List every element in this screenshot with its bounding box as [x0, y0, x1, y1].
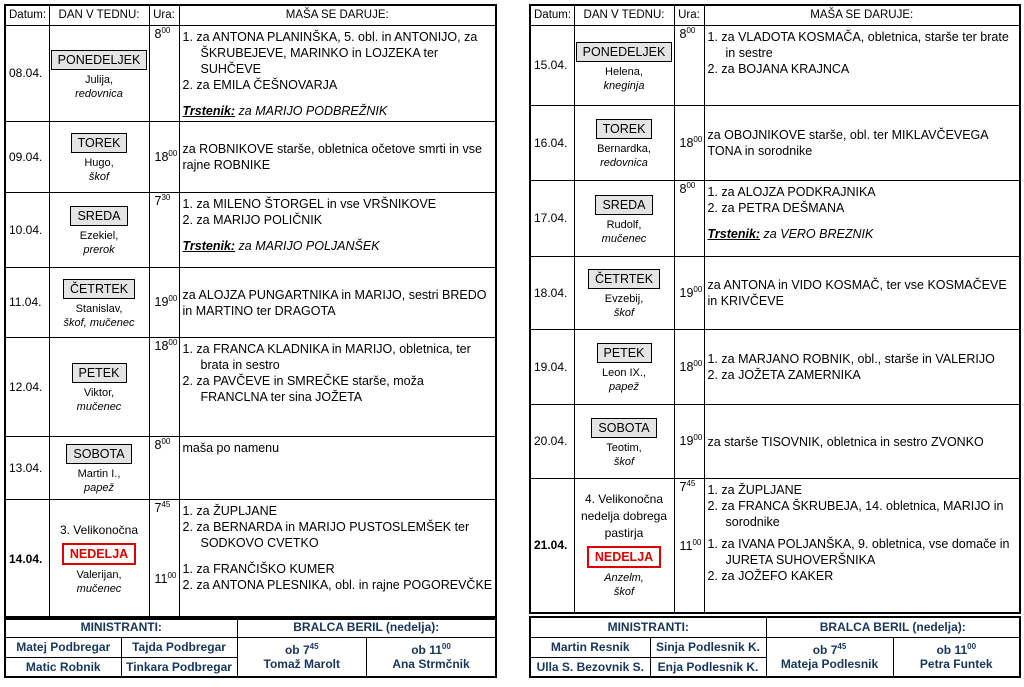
mass-cell	[704, 329, 1020, 404]
mass-time: 18	[154, 150, 169, 165]
mass-intention: 2. za EMILA ČEŠNOVARJA	[182, 77, 338, 92]
sunday-title: 4. Velikonočna nedelja dobrega pastirja	[580, 492, 668, 541]
saint-title: prerok	[83, 244, 115, 256]
mass-time-minutes: 00	[168, 337, 178, 347]
saint-title: mučenec	[601, 232, 647, 245]
mass-intention: 2. za FRANCA ŠKRUBEJA, 14. obletnica, MARIJO in sorodnike	[707, 498, 1004, 529]
header-date: Datum:	[5, 5, 49, 25]
saint-name: Hugo,	[84, 157, 114, 169]
mass-time-second	[680, 538, 704, 553]
mass-intention: 2. za MARIJO POLIČNIK	[182, 212, 323, 227]
header-row	[530, 5, 1020, 25]
time-cell	[674, 329, 704, 404]
mass-time: 19	[154, 295, 169, 310]
saint-title: škof	[88, 171, 110, 183]
day-name: SREDA	[70, 206, 127, 226]
mass-time-minutes: 00	[693, 433, 703, 443]
mass-time: 19	[679, 434, 694, 449]
reader-slot	[766, 637, 893, 677]
saint	[575, 441, 674, 469]
date-cell: 16.04.	[530, 105, 574, 180]
date-cell: 10.04.	[5, 192, 49, 267]
time-cell	[149, 267, 179, 337]
mass-intention: 2. za JOŽEFO KAKER	[707, 568, 834, 583]
mass-time-minutes: 00	[168, 148, 178, 158]
mass-time-minutes: 00	[693, 134, 703, 144]
day-row	[530, 105, 1020, 180]
mass-intention: maša po namenu	[182, 440, 280, 455]
saint-title: škof	[613, 455, 635, 468]
saint-title: škof	[613, 586, 635, 599]
day-name: NEDELJA	[587, 546, 661, 568]
mass-time: 7	[154, 193, 162, 208]
mass-cell	[704, 180, 1020, 256]
day-row	[5, 267, 496, 337]
date-cell: 18.04.	[530, 256, 574, 329]
date-cell: 17.04.	[530, 180, 574, 256]
right-schedule	[529, 4, 1021, 614]
day-name: SREDA	[595, 195, 652, 215]
mass-intention: 1. za IVANA POLJANŠKA, 9. obletnica, vse domače in JURETA SUHOVERŠNIKA	[707, 536, 1010, 567]
day-cell	[574, 105, 674, 180]
header-time: Ura:	[674, 5, 704, 25]
reader-time	[936, 643, 976, 657]
mass-cell	[704, 256, 1020, 329]
mass-time: 18	[679, 360, 694, 375]
day-name: SOBOTA	[66, 444, 131, 464]
saint-name: Leon IX.,	[601, 367, 647, 379]
mass-intention: za ROBNIKOVE starše, obletnica očetove smrti in vse rajne ROBNIKE	[182, 142, 482, 172]
mass-intention: 1. za MILENO ŠTORGEL in vse VRŠNIKOVE	[182, 196, 437, 211]
mass-cell	[704, 105, 1020, 180]
spacer	[183, 551, 494, 561]
mass-time: 8	[679, 181, 687, 196]
reader-name: Tomaž Marolt	[263, 657, 340, 672]
mass-time-second	[155, 571, 179, 586]
mass-cell	[179, 267, 496, 337]
saint	[575, 571, 674, 599]
mass-time-minutes: 00	[686, 180, 696, 190]
day-name: TOREK	[71, 133, 128, 153]
ministrant-name: Enja Podlesnik K.	[650, 657, 766, 677]
day-name: ČETRTEK	[63, 279, 135, 299]
day-cell	[574, 404, 674, 478]
mass-intention: 2. za JOŽETA ZAMERNIKA	[707, 368, 861, 382]
reader-time-hour: ob 7	[284, 643, 310, 658]
bralca-label: BRALCA BERIL (nedelja):	[766, 617, 1020, 637]
reader-time-minutes: 45	[309, 642, 319, 652]
saint	[50, 467, 149, 495]
mass-time-hour: 11	[154, 571, 168, 586]
day-cell	[49, 192, 149, 267]
reader-time-minutes: 45	[837, 642, 847, 652]
mass-time-minutes: 00	[168, 294, 178, 304]
reader-slot	[237, 637, 366, 677]
day-name: PONEDELJEK	[576, 42, 673, 62]
trstenik-text: za VERO BREZNIK	[760, 226, 874, 241]
time-cell	[674, 25, 704, 105]
mass-cell	[179, 337, 496, 436]
ministrant-name: Ulla S. Bezovnik S.	[530, 657, 650, 677]
trstenik-label: Trstenik:	[182, 103, 236, 118]
mass-time-minutes: 00	[693, 358, 703, 368]
day-name: PONEDELJEK	[51, 50, 148, 70]
mass-intention: za OBOJNIKOVE starše, obl. ter MIKLAVČEVEGA TONA in sorodnike	[707, 128, 988, 158]
mass-time-minutes: 00	[167, 570, 177, 580]
mass-intention: 1. za ANTONA PLANINŠKA, 5. obl. in ANTONIJO, za ŠKRUBEJEVE, MARINKO in LOJZEKA ter SUHČEVE	[182, 29, 478, 76]
day-cell	[49, 121, 149, 192]
mass-intention: za ANTONA in VIDO KOSMAČ, ter vse KOSMAČEVE in KRIVČEVE	[707, 278, 1007, 308]
left-roster-table	[4, 616, 497, 678]
mass-time-minutes: 45	[161, 499, 171, 509]
saint	[50, 229, 149, 257]
time-cell	[149, 499, 179, 619]
mass-time	[680, 480, 696, 494]
saint-title: papež	[84, 482, 114, 494]
saint-name: Bernardka,	[597, 143, 651, 155]
saint-name: Evzebij,	[604, 293, 644, 305]
reader-time	[411, 643, 451, 657]
saint	[575, 292, 674, 320]
saint-name: Julija,	[84, 73, 114, 86]
saint-title: kneginja	[603, 79, 645, 92]
saint	[50, 156, 149, 184]
saint	[50, 568, 149, 596]
mass-time-minutes: 00	[686, 25, 696, 35]
mass-time: 18	[679, 136, 694, 151]
day-row	[530, 256, 1020, 329]
header-mass: MAŠA SE DARUJE:	[704, 5, 1020, 25]
mass-time-hour: 11	[679, 538, 693, 553]
time-cell	[674, 180, 704, 256]
day-name: PETEK	[72, 363, 127, 383]
time-cell	[149, 121, 179, 192]
mass-intention: za ALOJZA PUNGARTNIKA in MARIJO, sestri BREDO in MARTINO ter DRAGOTA	[182, 287, 487, 318]
mass-time	[155, 501, 171, 515]
mass-time-hour: 7	[154, 500, 162, 515]
reader-name: Mateja Podlesnik	[780, 657, 879, 672]
day-row	[5, 192, 496, 267]
saint-name: Rudolf,	[606, 218, 642, 231]
reader-time-hour: ob 11	[936, 643, 968, 658]
mass-intention: 1. za ŽUPLJANE	[182, 503, 277, 518]
day-cell	[574, 180, 674, 256]
mass-time-hour: 7	[679, 479, 687, 494]
mass-time-minutes: 00	[161, 25, 171, 35]
mass-intention: za starše TISOVNIK, obletnica in sestro ZVONKO	[707, 434, 984, 449]
day-cell	[574, 478, 674, 613]
saint-name: Anzelm,	[604, 572, 644, 585]
header-mass: MAŠA SE DARUJE:	[179, 5, 496, 25]
reader-time-minutes: 00	[441, 642, 451, 652]
date-cell: 19.04.	[530, 329, 574, 404]
day-row	[5, 436, 496, 499]
mass-cell	[179, 436, 496, 499]
mass-intention: 2. za PAVČEVE in SMREČKE starše, moža FRANCLNA ter sina JOŽETA	[182, 373, 424, 404]
trstenik-text: za MARIJO POLJANŠEK	[235, 238, 380, 253]
day-row	[5, 25, 496, 121]
time-cell	[674, 404, 704, 478]
saint-name: Stanislav,	[75, 302, 123, 315]
time-cell	[149, 25, 179, 121]
day-cell	[574, 256, 674, 329]
day-cell	[49, 499, 149, 619]
mass-cell	[179, 192, 496, 267]
left-schedule	[4, 4, 497, 620]
day-cell	[49, 267, 149, 337]
saint-name: Helena,	[605, 65, 643, 78]
saint	[50, 302, 149, 330]
time-cell	[149, 337, 179, 436]
day-row	[5, 337, 496, 436]
trstenik-note	[183, 238, 494, 254]
day-row	[5, 499, 496, 619]
reader-time	[813, 643, 847, 657]
date-cell: 21.04.	[530, 478, 574, 613]
ministrant-name: Martin Resnik	[530, 637, 650, 657]
mass-time: 19	[679, 286, 694, 301]
time-cell	[674, 478, 704, 613]
saint	[575, 366, 674, 394]
saint-title: škof, mučenec	[63, 316, 135, 329]
trstenik-note	[708, 226, 1018, 242]
trstenik-label: Trstenik:	[707, 226, 761, 241]
date-cell: 12.04.	[5, 337, 49, 436]
mass-cell	[179, 499, 496, 619]
sunday-title: 3. Velikonočna	[59, 522, 139, 537]
mass-intention: 2. za BERNARDA in MARIJO PUSTOSLEMŠEK ter SODKOVO CVETKO	[182, 519, 470, 550]
saint-title: redovnica	[75, 87, 123, 100]
day-cell	[49, 337, 149, 436]
date-cell: 15.04.	[530, 25, 574, 105]
day-cell	[49, 25, 149, 121]
saint	[575, 218, 674, 246]
time-cell	[674, 256, 704, 329]
saint	[575, 142, 674, 170]
day-row	[530, 404, 1020, 478]
day-cell	[574, 329, 674, 404]
reader-name: Petra Funtek	[919, 657, 993, 672]
saint-title: redovnica	[600, 157, 648, 169]
mass-intention: 1. za MARJANO ROBNIK, obl., starše in VALERIJO	[707, 352, 995, 366]
ministranti-label: MINISTRANTI:	[530, 617, 766, 637]
mass-intention: 1. za FRANČIŠKO KUMER	[182, 561, 335, 576]
saint-name: Martin I.,	[77, 468, 121, 480]
reader-time-minutes: 00	[967, 642, 977, 652]
reader-name: Ana Strmčnik	[392, 657, 470, 672]
day-name: PETEK	[597, 343, 652, 363]
header-day: DAN V TEDNU:	[574, 5, 674, 25]
day-row	[530, 180, 1020, 256]
trstenik-note	[183, 103, 494, 119]
right-roster-table	[529, 616, 1021, 678]
saint	[575, 65, 674, 93]
mass-intention: 2. za PETRA DEŠMANA	[707, 200, 845, 215]
saint-title: mučenec	[76, 582, 122, 595]
saint-title: mučenec	[76, 401, 122, 413]
mass-intention: 1. za FRANCA KLADNIKA in MARIJO, obletnica, ter brata in sestro	[182, 341, 471, 372]
time-cell	[674, 105, 704, 180]
roster-header-row	[530, 617, 1020, 637]
mass-intention: 2. za BOJANA KRAJNCA	[707, 61, 850, 76]
day-row	[530, 478, 1020, 613]
saint-name: Viktor,	[83, 387, 115, 399]
ministrant-name: Sinja Podlesnik K.	[650, 637, 766, 657]
mass-intention: 1. za ŽUPLJANE	[707, 482, 802, 497]
roster-row	[530, 637, 1020, 657]
header-time: Ura:	[149, 5, 179, 25]
reader-time-hour: ob 11	[411, 643, 442, 658]
mass-time-minutes: 00	[693, 284, 703, 294]
ministrant-name: Tajda Podbregar	[121, 637, 237, 657]
header-row	[5, 5, 496, 25]
mass-cell	[704, 478, 1020, 613]
mass-time-minutes: 45	[686, 478, 696, 488]
mass-cell	[704, 404, 1020, 478]
trstenik-label: Trstenik:	[182, 238, 236, 253]
mass-intention: 2. za ANTONA PLESNIKA, obl. in rajne POGOREVČKE	[182, 577, 493, 592]
mass-intention: 1. za VLADOTA KOSMAČA, obletnica, starše ter brate in sestre	[707, 29, 1009, 60]
ministranti-label: MINISTRANTI:	[5, 617, 237, 637]
saint	[50, 386, 149, 414]
reader-time	[285, 643, 319, 657]
header-day: DAN V TEDNU:	[49, 5, 149, 25]
saint-name: Ezekiel,	[79, 230, 119, 242]
ministrant-name: Matej Podbregar	[5, 637, 121, 657]
date-cell: 08.04.	[5, 25, 49, 121]
date-cell: 09.04.	[5, 121, 49, 192]
header-date: Datum:	[530, 5, 574, 25]
mass-cell	[704, 25, 1020, 105]
ministrant-name: Tinkara Podbregar	[121, 657, 237, 677]
right-schedule-table	[529, 4, 1021, 614]
day-name: NEDELJA	[62, 543, 136, 565]
mass-time: 8	[679, 26, 687, 41]
mass-time-minutes: 00	[692, 537, 702, 547]
day-row	[530, 329, 1020, 404]
day-row	[530, 25, 1020, 105]
bralca-label: BRALCA BERIL (nedelja):	[237, 617, 496, 637]
saint-title: papež	[609, 381, 639, 393]
day-cell	[49, 436, 149, 499]
date-cell: 20.04.	[530, 404, 574, 478]
trstenik-text: za MARIJO PODBREŽNIK	[235, 103, 388, 118]
day-cell	[574, 25, 674, 105]
roster-header-row	[5, 617, 496, 637]
reader-time-hour: ob 7	[812, 643, 838, 658]
date-cell: 14.04.	[5, 499, 49, 619]
saint-title: škof	[613, 307, 635, 319]
date-cell: 13.04.	[5, 436, 49, 499]
day-name: TOREK	[596, 119, 653, 139]
mass-time-minutes: 00	[161, 436, 171, 446]
saint-name: Teotim,	[606, 441, 642, 454]
mass-cell	[179, 121, 496, 192]
time-cell	[149, 436, 179, 499]
date-cell: 11.04.	[5, 267, 49, 337]
mass-time: 8	[154, 437, 162, 452]
ministrant-name: Matic Robnik	[5, 657, 121, 677]
roster-row	[5, 637, 496, 657]
mass-time: 8	[154, 26, 162, 41]
left-schedule-table	[4, 4, 497, 620]
reader-slot	[893, 637, 1020, 677]
mass-time-minutes: 30	[161, 192, 171, 202]
day-row	[5, 121, 496, 192]
reader-slot	[367, 637, 497, 677]
mass-cell	[179, 25, 496, 121]
day-name: SOBOTA	[591, 418, 656, 438]
day-name: ČETRTEK	[588, 269, 660, 289]
mass-time: 18	[154, 338, 169, 353]
saint-name: Valerijan,	[76, 568, 122, 581]
time-cell	[149, 192, 179, 267]
mass-intention: 1. za ALOJZA PODKRAJNIKA	[707, 184, 876, 199]
saint	[50, 73, 149, 101]
